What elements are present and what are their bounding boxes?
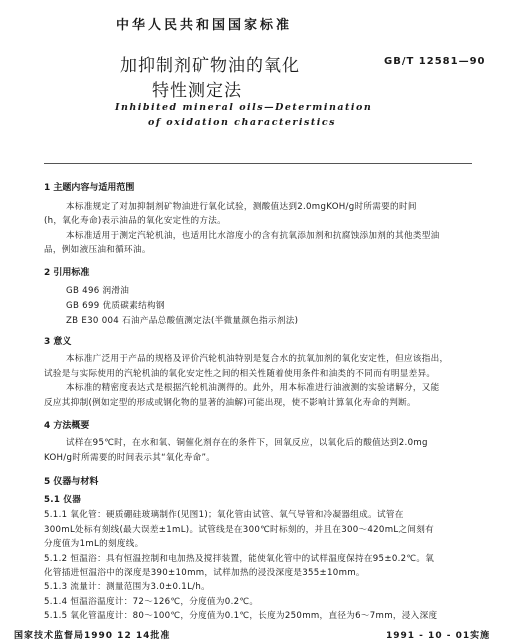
section-3-line3: 本标准的精密度表达式是根据汽轮机油测得的。此外，用本标准进行油液测的实验诸解分，又能 [66,383,440,393]
title-zh-line2: 特性测定法 [152,81,242,101]
section-3-line4: 反应其抑制(例如定型的形成或钢化物的显著的油解)可能出现，使不影响计算氧化寿命的判断。 [44,398,416,408]
reference-item: GB 496 润滑油 [66,286,130,296]
clause-5-1-4: 5.1.4 恒温浴温度计：72～126℃，分度值为0.2℃。 [44,597,259,607]
clause-5-1-5: 5.1.5 氧化管温度计：80～100℃，分度值为0.1℃，长度为250mm，直径为6～7mm，浸入深度 [44,611,438,621]
section-2-heading: 2 引用标准 [44,268,90,278]
title-divider [44,163,472,164]
section-3-line2: 试验是与实际使用的汽轮机油的氧化安定性之间的相关性随着使用条件和油类的不同而有明显差异。 [44,369,436,379]
clause-5-1-3: 5.1.3 流量计：测量范围为3.0±0.1L/h。 [44,582,210,592]
clause-5-1-2-line1: 5.1.2 恒温浴：具有恒温控制和电加热及搅拌装置，能使氧化管中的试样温度保持在95±0.2℃。氧 [44,554,435,564]
section-4-line2: KOH/g时所需要的时间表示其“氧化寿命”。 [44,453,216,463]
footer-effective-date: 1991 - 10 - 01实施 [386,631,491,641]
clause-5-1-1-line2: 300mL处标有刻线(最大误差±1mL)。试管线是在300℃时标刻的，并且在300～420mL之间刻有 [44,525,435,535]
title-en-line1: Inhibited mineral oils—Determination [115,102,373,113]
section-1-para2-line1: 本标准适用于测定汽轮机油，也适用比水溶度小的含有抗氧添加剂和抗腐蚀添加剂的其他类型油 [66,231,440,241]
title-zh-line1: 加抑制剂矿物油的氧化 [120,56,300,76]
reference-item: GB 699 优质碳素结构钢 [66,301,165,311]
section-4-line1: 试样在95℃时，在水和氧、铜催化剂存在的条件下，回氧反应，以氧化后的酸值达到2.0mg [66,438,428,448]
section-1-para1-line1: 本标准规定了对加抑制剂矿物油进行氧化试验，测酸值达到2.0mgKOH/g时所需要的时间 [66,202,417,212]
reference-item: ZB E30 004 石油产品总酸值测定法(半微量颜色指示剂法) [66,316,299,326]
clause-5-1-2-line2: 化管插进恒温浴中的深度是390±10mm，试样加热的浸没深度是355±10mm。 [44,568,365,578]
clause-5-1-1-line3: 分度值为1mL的刻度线。 [44,539,144,549]
footer-approval: 国家技术监督局1990 12 14批准 [14,631,171,641]
section-5-heading: 5 仪器与材料 [44,477,99,487]
standard-org-header: 中华人民共和国国家标准 [116,18,293,33]
section-4-heading: 4 方法概要 [44,421,90,431]
section-3-line1: 本标准广泛用于产品的规格及评价汽轮机油特别是复合水的抗氧加剂的氧化安定性，但应该指出， [66,354,449,364]
title-en-line2: of oxidation characteristics [148,117,337,128]
clause-5-1-1-line1: 5.1.1 氧化管：硬质硼硅玻璃制作(见图1)；氧化管由试管、氧气导管和冷凝器组成。试管在 [44,510,404,520]
subsection-5-1-heading: 5.1 仪器 [44,495,82,505]
section-3-heading: 3 意义 [44,337,72,347]
section-1-para1-line2: (h，氧化寿命)表示油品的氧化安定性的方法。 [44,216,227,226]
standard-code: GB/T 12581—90 [384,56,486,67]
section-1-heading: 1 主题内容与适用范围 [44,183,135,193]
section-1-para2-line2: 品，例如液压油和循环油。 [44,245,151,255]
